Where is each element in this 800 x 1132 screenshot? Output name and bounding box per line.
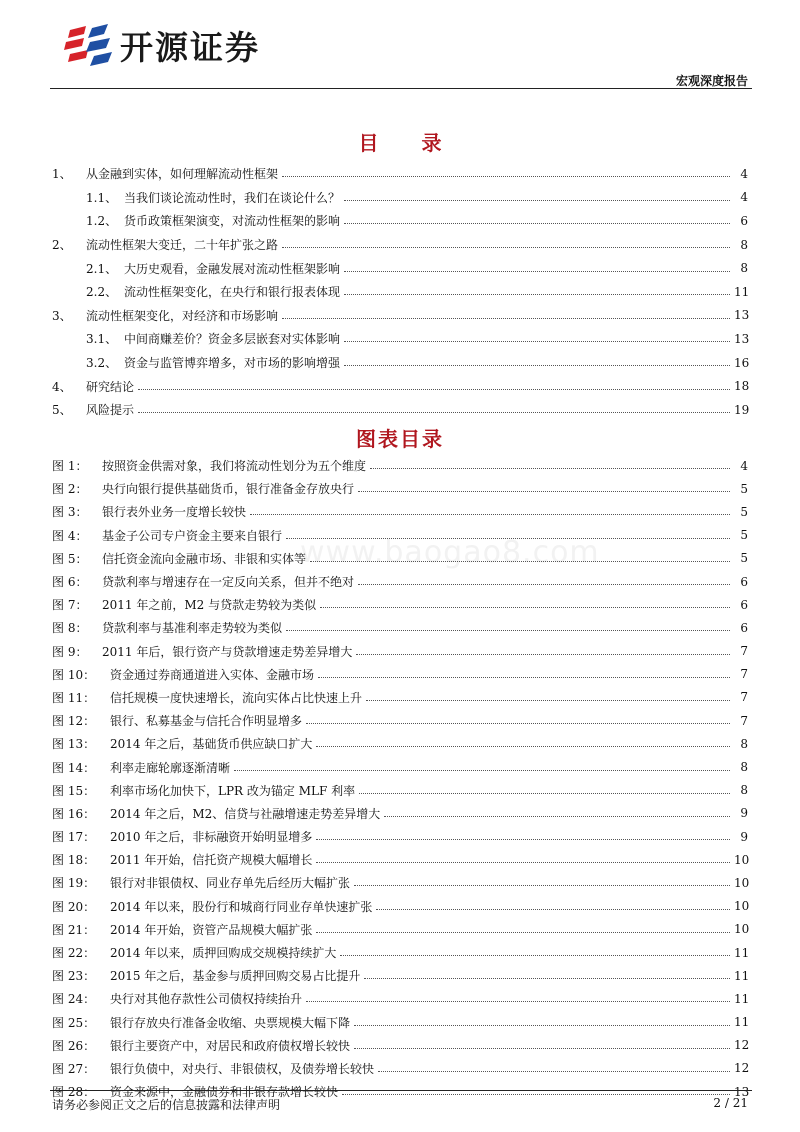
figure-entry-title: 2014 年开始，资管产品规模大幅扩张 — [110, 922, 313, 937]
toc-entry[interactable] — [52, 162, 748, 186]
page-header — [0, 0, 800, 90]
figure-entry-title: 银行表外业务一度增长较快 — [102, 505, 247, 520]
figure-entry[interactable] — [52, 732, 748, 755]
figure-entry-title: 利率走廊轮廓逐渐清晰 — [110, 760, 231, 775]
figure-entry[interactable] — [52, 825, 748, 848]
figure-entry[interactable] — [52, 802, 748, 825]
figure-entry[interactable] — [52, 895, 748, 918]
figure-leader-dots — [306, 1001, 730, 1002]
figure-entry-title: 2011 年后，银行资产与贷款增速走势差异增大 — [102, 644, 353, 659]
figure-entry-title: 银行主要资产中，对居民和政府债权增长较快 — [110, 1038, 351, 1053]
figure-entry-number: 图 12： — [52, 714, 96, 729]
figure-entry-title: 利率市场化加快下，LPR 改为锚定 MLF 利率 — [110, 783, 356, 798]
figure-entry-page: 5 — [740, 528, 748, 543]
figure-leader-dots — [250, 514, 730, 515]
toc-entry[interactable] — [52, 256, 748, 280]
toc-entry-page: 18 — [734, 379, 750, 394]
figure-entry-page: 13 — [734, 1084, 750, 1099]
figure-entry-page: 10 — [734, 875, 750, 890]
report-type-label: 宏观深度报告 — [675, 74, 748, 88]
figure-entry-page: 7 — [740, 713, 748, 728]
figure-entry[interactable] — [52, 640, 748, 663]
toc-leader-dots — [282, 247, 730, 248]
figure-entry-page: 12 — [734, 1038, 750, 1053]
figure-entry-number: 图 18： — [52, 853, 96, 868]
figure-entry-title: 2014 年之后，基础货币供应缺口扩大 — [110, 737, 313, 752]
toc-entry-number: 5、 — [52, 403, 72, 418]
toc-entry-page: 8 — [740, 237, 748, 252]
toc-entry-page: 13 — [734, 331, 750, 346]
figure-leader-dots — [354, 1048, 730, 1049]
figure-leader-dots — [378, 1071, 730, 1072]
toc-entry[interactable] — [52, 209, 748, 233]
figure-leader-dots — [286, 630, 730, 631]
figure-entry-title: 贷款利率与基准利率走势较为类似 — [102, 621, 283, 636]
toc-entry-page: 4 — [740, 190, 748, 205]
toc-entry-title: 当我们谈论流动性时，我们在谈论什么？ — [124, 190, 341, 205]
figure-leader-dots — [354, 885, 730, 886]
figure-entry-page: 6 — [740, 597, 748, 612]
figure-entry-number: 图 1： — [52, 459, 88, 474]
brand-logo-icon — [64, 24, 114, 68]
figure-leader-dots — [342, 1094, 730, 1095]
figure-entry-page: 5 — [740, 504, 748, 519]
figure-entry-title: 2010 年之后，非标融资开始明显增多 — [110, 830, 313, 845]
figure-entry-page: 8 — [740, 783, 748, 798]
toc-entry-number: 4、 — [52, 379, 72, 394]
figure-entry[interactable] — [52, 570, 748, 593]
figure-entry-page: 10 — [734, 899, 750, 914]
figure-entry-title: 贷款利率与增速存在一定反向关系，但并不绝对 — [102, 575, 355, 590]
figure-entry-page: 5 — [740, 481, 748, 496]
toc-entry[interactable] — [52, 280, 748, 304]
figure-entry-page: 11 — [734, 991, 750, 1006]
figure-entry[interactable] — [52, 477, 748, 500]
figure-entry-number: 图 2： — [52, 482, 88, 497]
figure-entry-number: 图 21： — [52, 922, 96, 937]
figure-entry-number: 图 27： — [52, 1061, 96, 1076]
figure-entry[interactable] — [52, 686, 748, 709]
toc-entry-title: 流动性框架变化，对经济和市场影响 — [86, 308, 279, 323]
toc-entry-number: 2.2、 — [86, 285, 118, 300]
figure-entry[interactable] — [52, 616, 748, 639]
toc-entry-page: 8 — [740, 261, 748, 276]
figure-entry[interactable] — [52, 1034, 748, 1057]
figure-entry-number: 图 22： — [52, 946, 96, 961]
footer-disclaimer: 请务必参阅正文之后的信息披露和法律声明 — [52, 1098, 281, 1112]
toc-entry[interactable] — [52, 233, 748, 257]
figure-entry[interactable] — [52, 500, 748, 523]
figure-entry-title: 银行、私募基金与信托合作明显增多 — [110, 714, 303, 729]
toc-entry-title: 研究结论 — [86, 379, 135, 394]
figure-entry-title: 2011 年开始，信托资产规模大幅增长 — [110, 853, 313, 868]
figure-leader-dots — [358, 491, 730, 492]
figure-entry-page: 7 — [740, 690, 748, 705]
toc-leader-dots — [344, 294, 730, 295]
figure-leader-dots — [384, 816, 730, 817]
figure-entry-title: 银行对非银债权、同业存单先后经历大幅扩张 — [110, 876, 351, 891]
figure-entry-number: 图 6： — [52, 575, 88, 590]
figure-entry[interactable] — [52, 709, 748, 732]
figure-entry[interactable] — [52, 663, 748, 686]
header-divider — [50, 88, 752, 89]
figure-entry-page: 10 — [734, 852, 750, 867]
figure-entry-page: 9 — [740, 829, 748, 844]
page-number: 2 / 21 — [713, 1096, 748, 1110]
toc-entry-page: 16 — [734, 355, 750, 370]
figure-entry[interactable] — [52, 987, 748, 1010]
toc-entry-title: 从金融到实体，如何理解流动性框架 — [86, 167, 279, 182]
toc-leader-dots — [344, 200, 730, 201]
figure-entry-page: 8 — [740, 760, 748, 775]
toc-entry-number: 3.2、 — [86, 356, 118, 371]
toc-entry-number: 1.2、 — [86, 214, 118, 229]
toc-entry-number: 2、 — [52, 238, 72, 253]
figure-leader-dots — [316, 839, 730, 840]
toc-entry-page: 6 — [740, 213, 748, 228]
toc-leader-dots — [282, 176, 730, 177]
figure-entry-title: 央行向银行提供基础货币，银行准备金存放央行 — [102, 482, 355, 497]
figure-entry-title: 2015 年之后，基金参与质押回购交易占比提升 — [110, 969, 361, 984]
figure-entry-number: 图 19： — [52, 876, 96, 891]
figure-entry-page: 8 — [740, 736, 748, 751]
figure-entry-title: 银行存放央行准备金收缩、央票规模大幅下降 — [110, 1015, 351, 1030]
figure-entry-number: 图 14： — [52, 760, 96, 775]
brand-name: 开源证券 — [120, 28, 260, 67]
toc-entry-title: 流动性框架大变迁，二十年扩张之路 — [86, 238, 279, 253]
toc-entry-title: 资金与监管博弈增多，对市场的影响增强 — [124, 356, 341, 371]
figure-entry-number: 图 15： — [52, 783, 96, 798]
figure-entry[interactable] — [52, 524, 748, 547]
figure-entry-number: 图 11： — [52, 690, 96, 705]
figure-leader-dots — [234, 770, 730, 771]
toc-entry-number: 3、 — [52, 308, 72, 323]
figure-index-title: 图表目录 — [356, 427, 444, 451]
figure-entry-title: 2014 年以来，质押回购成交规模持续扩大 — [110, 946, 337, 961]
figure-entry-number: 图 8： — [52, 621, 88, 636]
figure-entry-page: 12 — [734, 1061, 750, 1076]
figure-leader-dots — [356, 654, 730, 655]
figure-leader-dots — [316, 862, 730, 863]
toc-entry[interactable] — [52, 327, 748, 351]
figure-entry[interactable] — [52, 779, 748, 802]
toc-entry-number: 1、 — [52, 167, 72, 182]
toc-entry[interactable] — [52, 398, 748, 422]
figure-entry-title: 银行负债中，对央行、非银债权，及债券增长较快 — [110, 1061, 375, 1076]
toc-entry-number: 3.1、 — [86, 332, 118, 347]
figure-entry-number: 图 9： — [52, 644, 88, 659]
watermark: www.baogao8.com — [300, 535, 600, 570]
footer-divider — [50, 1090, 752, 1091]
figure-entry-page: 4 — [740, 458, 748, 473]
toc-entry[interactable] — [52, 351, 748, 375]
toc-leader-dots — [344, 341, 730, 342]
figure-entry-number: 图 28： — [52, 1085, 96, 1100]
figure-leader-dots — [376, 909, 730, 910]
figure-entry-title: 央行对其他存款性公司债权持续抬升 — [110, 992, 303, 1007]
figure-entry-number: 图 24： — [52, 992, 96, 1007]
figure-entry-number: 图 20： — [52, 899, 96, 914]
figure-entry-page: 6 — [740, 574, 748, 589]
figure-entry-number: 图 17： — [52, 830, 96, 845]
figure-leader-dots — [359, 793, 730, 794]
figure-entry-page: 11 — [734, 945, 750, 960]
figure-entry-number: 图 16： — [52, 806, 96, 821]
brand-logo — [64, 22, 260, 69]
figure-entry[interactable] — [52, 941, 748, 964]
figure-leader-dots — [318, 677, 730, 678]
toc-list — [52, 162, 748, 422]
figure-index-list — [52, 454, 748, 1103]
toc-entry-title: 货币政策框架演变，对流动性框架的影响 — [124, 214, 341, 229]
figure-entry-number: 图 23： — [52, 969, 96, 984]
toc-entry-page: 11 — [734, 284, 750, 299]
figure-entry-number: 图 25： — [52, 1015, 96, 1030]
toc-entry-page: 4 — [740, 166, 748, 181]
figure-entry-title: 基金子公司专户资金主要来自银行 — [102, 528, 283, 543]
figure-entry[interactable] — [52, 755, 748, 778]
figure-entry-title: 信托资金流向金融市场、非银和实体等 — [102, 551, 307, 566]
figure-entry-number: 图 5： — [52, 551, 88, 566]
figure-entry[interactable] — [52, 848, 748, 871]
figure-entry-title: 2014 年以来，股份行和城商行同业存单快速扩张 — [110, 899, 373, 914]
figure-leader-dots — [316, 932, 730, 933]
figure-entry-page: 9 — [740, 806, 748, 821]
figure-leader-dots — [306, 723, 730, 724]
figure-entry-title: 资金通过券商通道进入实体、金融市场 — [110, 667, 315, 682]
figure-entry-title: 按照资金供需对象，我们将流动性划分为五个维度 — [102, 459, 367, 474]
figure-entry[interactable] — [52, 454, 748, 477]
toc-entry-page: 13 — [734, 308, 750, 323]
toc-entry[interactable] — [52, 374, 748, 398]
toc-leader-dots — [344, 223, 730, 224]
figure-leader-dots — [286, 538, 730, 539]
toc-entry-number: 1.1、 — [86, 190, 118, 205]
figure-entry-page: 7 — [740, 644, 748, 659]
figure-entry-title: 2011 年之前，M2 与贷款走势较为类似 — [102, 598, 317, 613]
figure-leader-dots — [340, 955, 730, 956]
figure-entry[interactable] — [52, 547, 748, 570]
figure-entry[interactable] — [52, 918, 748, 941]
toc-entry-page: 19 — [734, 402, 750, 417]
figure-entry-number: 图 7： — [52, 598, 88, 613]
figure-leader-dots — [364, 978, 730, 979]
toc-entry-title: 大历史观看，金融发展对流动性框架影响 — [124, 261, 341, 276]
toc-title: 目 录 — [358, 131, 460, 155]
figure-entry-page: 7 — [740, 667, 748, 682]
figure-entry[interactable] — [52, 964, 748, 987]
toc-leader-dots — [138, 412, 730, 413]
figure-entry[interactable] — [52, 1011, 748, 1034]
toc-entry-title: 流动性框架变化，在央行和银行报表体现 — [124, 285, 341, 300]
toc-entry-title: 中间商赚差价？资金多层嵌套对实体影响 — [124, 332, 341, 347]
toc-entry-title: 风险提示 — [86, 403, 135, 418]
figure-leader-dots — [320, 607, 730, 608]
figure-entry-number: 图 13： — [52, 737, 96, 752]
figure-leader-dots — [370, 468, 730, 469]
figure-entry-number: 图 26： — [52, 1038, 96, 1053]
figure-leader-dots — [316, 746, 730, 747]
toc-leader-dots — [344, 271, 730, 272]
figure-entry-number: 图 10： — [52, 667, 96, 682]
figure-entry-title: 信托规模一度快速增长，流向实体占比快速上升 — [110, 690, 363, 705]
toc-entry[interactable] — [52, 186, 748, 210]
figure-leader-dots — [366, 700, 730, 701]
toc-entry-number: 2.1、 — [86, 261, 118, 276]
figure-entry-title: 资金来源中，金融债券和非银存款增长较快 — [110, 1085, 339, 1100]
figure-leader-dots — [310, 561, 730, 562]
figure-entry-number: 图 3： — [52, 505, 88, 520]
figure-entry[interactable] — [52, 871, 748, 894]
figure-entry[interactable] — [52, 1057, 748, 1080]
figure-entry-page: 11 — [734, 968, 750, 983]
figure-entry-page: 6 — [740, 620, 748, 635]
toc-leader-dots — [344, 365, 730, 366]
figure-entry[interactable] — [52, 593, 748, 616]
figure-entry-number: 图 4： — [52, 528, 88, 543]
toc-entry[interactable] — [52, 304, 748, 328]
figure-entry-page: 5 — [740, 551, 748, 566]
toc-leader-dots — [138, 389, 730, 390]
figure-leader-dots — [354, 1025, 730, 1026]
figure-leader-dots — [358, 584, 730, 585]
toc-leader-dots — [282, 318, 730, 319]
figure-entry-page: 11 — [734, 1015, 750, 1030]
figure-entry-title: 2014 年之后，M2、信贷与社融增速走势差异增大 — [110, 806, 381, 821]
figure-entry-page: 10 — [734, 922, 750, 937]
